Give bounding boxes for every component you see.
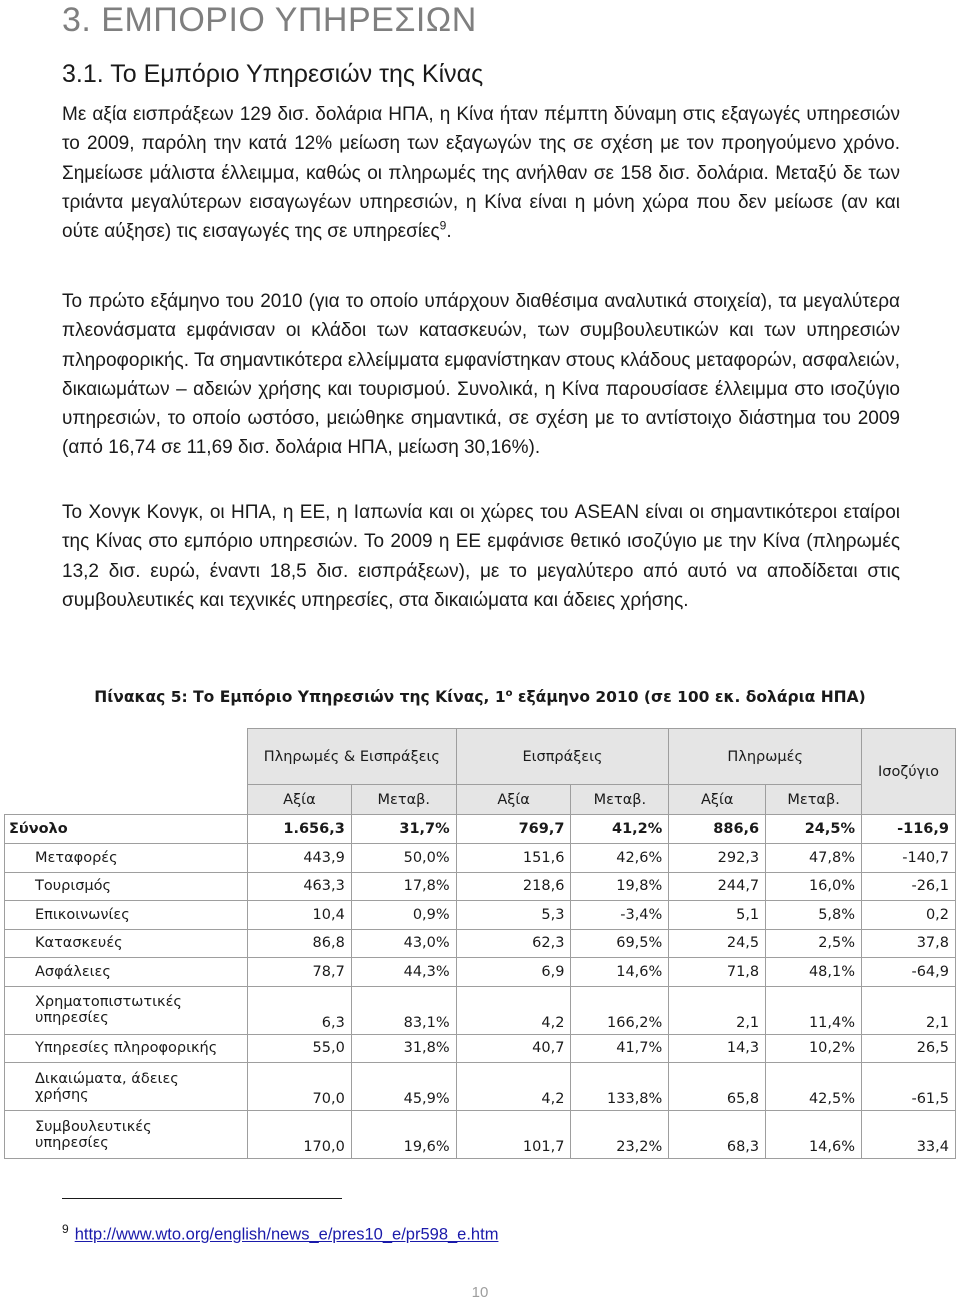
cell-balance: -116,9 <box>862 815 956 844</box>
cell-value: 68,3 <box>669 1111 766 1159</box>
table-row <box>5 958 956 987</box>
sub-header-value: Αξία <box>669 785 766 815</box>
cell-value: 151,6 <box>456 844 571 873</box>
cell-value: 86,8 <box>247 929 351 958</box>
cell-balance: -26,1 <box>862 872 956 901</box>
cell-value: 62,3 <box>456 929 571 958</box>
group-header-receipts: Εισπράξεις <box>456 729 669 785</box>
cell-change: 31,8% <box>351 1034 456 1063</box>
cell-value: 5,1 <box>669 901 766 930</box>
cell-value: 5,3 <box>456 901 571 930</box>
cell-change: 83,1% <box>351 986 456 1034</box>
table-title <box>0 688 960 706</box>
table-row <box>5 901 956 930</box>
footnote <box>62 1222 498 1245</box>
cell-change: -3,4% <box>571 901 669 930</box>
paragraph-1-text: Με αξία εισπράξεων 129 δισ. δολάρια ΗΠΑ, η Κίνα ήταν πέμπτη δύναμη στις εξαγωγές υπηρεσιών το 2009, παρόλη την κατά 12% μείωση των εξαγωγών της σε σχέση με τον προηγούμενο χρόνο. Σημείωσε μάλιστα έλλειμμα, καθώς οι πληρωμές της ανήλθαν σε 158 δισ. δολάρια. Μεταξύ δε των τριάντα μεγαλύτερων εισαγωγέων υπηρεσιών, η Κίνα είναι η μόνη χώρα που δεν μείωσε (αν και ούτε αύξησε) τις εισαγωγές της σε υπηρεσίες <box>62 104 900 243</box>
chapter-title: 3. ΕΜΠΟΡΙΟ ΥΠΗΡΕΣΙΩΝ <box>62 1 477 39</box>
cell-change: 17,8% <box>351 872 456 901</box>
cell-change: 19,6% <box>351 1111 456 1159</box>
cell-balance: -61,5 <box>862 1063 956 1111</box>
cell-value: 886,6 <box>669 815 766 844</box>
footnote-divider <box>62 1198 342 1199</box>
footnote-number: 9 <box>62 1222 69 1236</box>
cell-value: 14,3 <box>669 1034 766 1063</box>
cell-value: 2,1 <box>669 986 766 1034</box>
cell-value: 71,8 <box>669 958 766 987</box>
table-title-pre: Πίνακας 5: Το Εμπόριο Υπηρεσιών της Κίνας, 1 <box>94 688 506 706</box>
group-header-balance: Ισοζύγιο <box>862 729 956 815</box>
cell-change: 14,6% <box>571 958 669 987</box>
cell-value: 101,7 <box>456 1111 571 1159</box>
sub-header-change: Μεταβ. <box>766 785 862 815</box>
cell-change: 5,8% <box>766 901 862 930</box>
cell-change: 24,5% <box>766 815 862 844</box>
cell-value: 70,0 <box>247 1063 351 1111</box>
cell-balance: -140,7 <box>862 844 956 873</box>
table-row-total <box>5 815 956 844</box>
sub-header-value: Αξία <box>456 785 571 815</box>
table-row <box>5 1063 956 1111</box>
table-corner <box>5 729 248 815</box>
cell-balance: 26,5 <box>862 1034 956 1063</box>
sub-header-value: Αξία <box>247 785 351 815</box>
cell-value: 6,9 <box>456 958 571 987</box>
row-label: Μεταφορές <box>5 844 248 873</box>
cell-balance: -64,9 <box>862 958 956 987</box>
row-label: Κατασκευές <box>5 929 248 958</box>
cell-change: 48,1% <box>766 958 862 987</box>
page-number: 10 <box>471 1284 489 1301</box>
row-label: Τουρισμός <box>5 872 248 901</box>
row-label: Σύνολο <box>5 815 248 844</box>
row-label: Χρηματοπιστωτικές υπηρεσίες <box>5 986 248 1034</box>
cell-value: 769,7 <box>456 815 571 844</box>
cell-balance: 0,2 <box>862 901 956 930</box>
row-label: Συμβουλευτικές υπηρεσίες <box>5 1111 248 1159</box>
table-row <box>5 1034 956 1063</box>
cell-change: 166,2% <box>571 986 669 1034</box>
footnote-reference: 9 <box>439 218 447 233</box>
cell-balance: 2,1 <box>862 986 956 1034</box>
cell-change: 16,0% <box>766 872 862 901</box>
table-title-post: εξάμηνο 2010 (σε 100 εκ. δολάρια ΗΠΑ) <box>512 688 866 706</box>
cell-balance: 33,4 <box>862 1111 956 1159</box>
cell-change: 42,6% <box>571 844 669 873</box>
cell-change: 133,8% <box>571 1063 669 1111</box>
paragraph-1-tail: . <box>446 221 452 243</box>
cell-value: 55,0 <box>247 1034 351 1063</box>
cell-value: 292,3 <box>669 844 766 873</box>
cell-value: 6,3 <box>247 986 351 1034</box>
cell-change: 41,7% <box>571 1034 669 1063</box>
cell-change: 11,4% <box>766 986 862 1034</box>
cell-change: 42,5% <box>766 1063 862 1111</box>
cell-change: 19,8% <box>571 872 669 901</box>
cell-value: 443,9 <box>247 844 351 873</box>
cell-value: 78,7 <box>247 958 351 987</box>
row-label: Επικοινωνίες <box>5 901 248 930</box>
cell-change: 31,7% <box>351 815 456 844</box>
cell-change: 10,2% <box>766 1034 862 1063</box>
table-row <box>5 929 956 958</box>
row-label: Ασφάλειες <box>5 958 248 987</box>
cell-change: 69,5% <box>571 929 669 958</box>
cell-change: 43,0% <box>351 929 456 958</box>
group-header-payments: Πληρωμές <box>669 729 862 785</box>
table-body <box>5 844 956 1159</box>
paragraph-2: Το πρώτο εξάμηνο του 2010 (για το οποίο υπάρχουν διαθέσιμα αναλυτικά στοιχεία), τα μεγαλύτερα πλεονάσματα εμφάνισαν οι κλάδοι των κατασκευών, των συμβουλευτικών και των υπηρεσιών πληροφορικής. Τα σημαντικότερα ελλείμματα εμφανίστηκαν στους κλάδους μεταφορών, ασφαλειών, δικαιωμάτων – αδειών χρήσης και τουρισμού. Συνολικά, η Κίνα παρουσίασε έλλειμμα στο ισοζύγιο υπηρεσιών, το οποίο ωστόσο, μειώθηκε σημαντικά, σε σχέση με το αντίστοιχο διάστημα του 2009 (από 16,74 σε 11,69 δισ. δολάρια ΗΠΑ, μείωση 30,16%). <box>62 291 900 459</box>
services-trade-table <box>4 728 956 1159</box>
cell-value: 244,7 <box>669 872 766 901</box>
section-title: 3.1. Το Εμπόριο Υπηρεσιών της Κίνας <box>62 60 484 88</box>
row-label: Δικαιώματα, άδειες χρήσης <box>5 1063 248 1111</box>
cell-change: 47,8% <box>766 844 862 873</box>
cell-change: 50,0% <box>351 844 456 873</box>
cell-value: 24,5 <box>669 929 766 958</box>
cell-value: 1.656,3 <box>247 815 351 844</box>
sub-header-change: Μεταβ. <box>351 785 456 815</box>
table-row <box>5 986 956 1034</box>
cell-change: 14,6% <box>766 1111 862 1159</box>
cell-value: 170,0 <box>247 1111 351 1159</box>
cell-value: 40,7 <box>456 1034 571 1063</box>
row-label: Υπηρεσίες πληροφορικής <box>5 1034 248 1063</box>
table-row <box>5 1111 956 1159</box>
cell-change: 45,9% <box>351 1063 456 1111</box>
cell-change: 0,9% <box>351 901 456 930</box>
group-header-total: Πληρωμές & Εισπράξεις <box>247 729 456 785</box>
paragraph-1 <box>62 100 900 246</box>
cell-value: 65,8 <box>669 1063 766 1111</box>
cell-change: 2,5% <box>766 929 862 958</box>
paragraph-3: Το Χονγκ Κονγκ, οι ΗΠΑ, η ΕΕ, η Ιαπωνία και οι χώρες του ASEAN είναι οι σημαντικότεροι εταίροι της Κίνας στο εμπόριο υπηρεσιών. Το 2009 η ΕΕ εμφάνισε θετικό ισοζύγιο με την Κίνα (πληρωμές 13,2 δισ. ευρώ, έναντι 18,5 δισ. εισπράξεων), με το μεγαλύτερο από αυτό να αποδίδεται στις συμβουλευτικές και τεχνικές υπηρεσίες, στα δικαιώματα και άδειες χρήσης. <box>62 502 900 611</box>
cell-value: 218,6 <box>456 872 571 901</box>
table-row <box>5 872 956 901</box>
cell-value: 4,2 <box>456 986 571 1034</box>
sub-header-change: Μεταβ. <box>571 785 669 815</box>
cell-balance: 37,8 <box>862 929 956 958</box>
cell-change: 23,2% <box>571 1111 669 1159</box>
cell-change: 41,2% <box>571 815 669 844</box>
cell-value: 4,2 <box>456 1063 571 1111</box>
cell-value: 10,4 <box>247 901 351 930</box>
table-row <box>5 844 956 873</box>
cell-value: 463,3 <box>247 872 351 901</box>
cell-change: 44,3% <box>351 958 456 987</box>
footnote-link[interactable]: http://www.wto.org/english/news_e/pres10_e/pr598_e.htm <box>74 1225 499 1244</box>
table-title-sup: ο <box>505 687 513 699</box>
